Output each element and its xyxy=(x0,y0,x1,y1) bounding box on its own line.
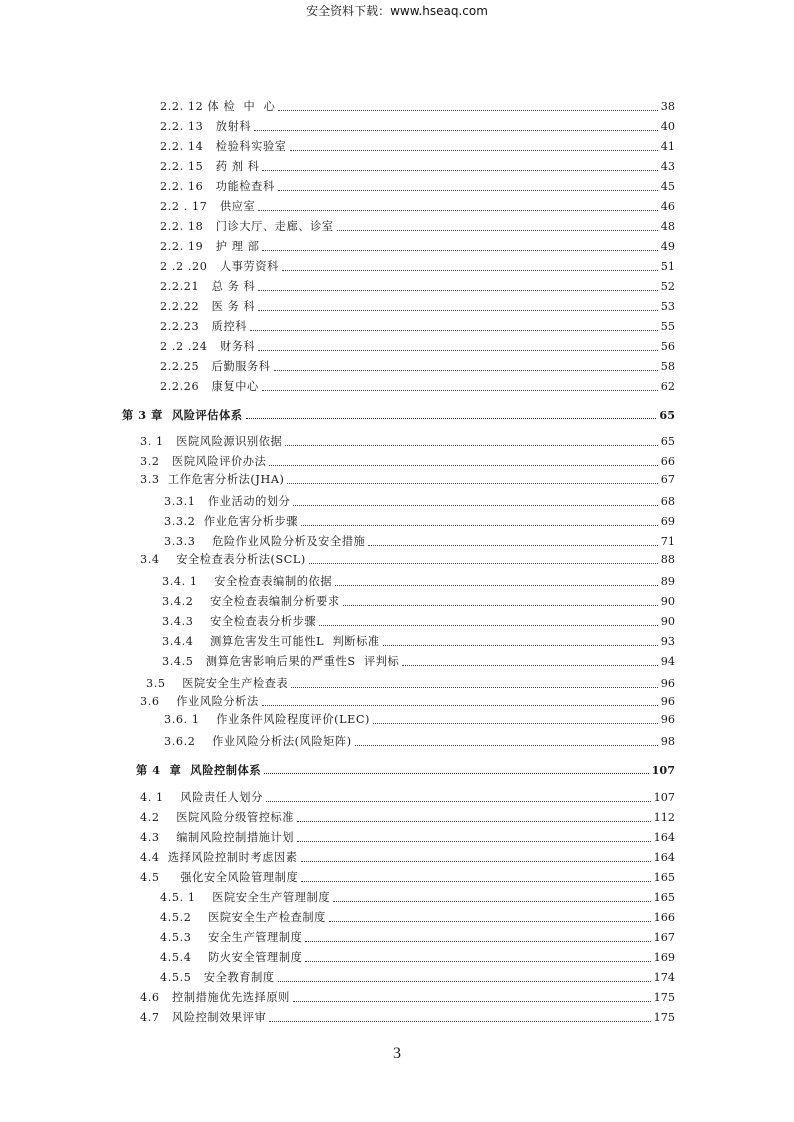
toc-leader-dots xyxy=(250,329,658,331)
toc-entry-label: 3.4.2 安全检查表编制分析要求 xyxy=(162,595,340,608)
toc-entry-label: 2.2. 18 门诊大厅、走廊、诊室 xyxy=(160,220,334,233)
toc-leader-dots xyxy=(287,482,657,484)
toc-leader-dots xyxy=(258,209,657,211)
toc-entry[interactable] xyxy=(162,611,675,629)
toc-entry-page: 96 xyxy=(660,695,675,708)
toc-entry-label: 3.4. 1 安全检查表编制的依据 xyxy=(162,575,333,588)
toc-entry-page: 175 xyxy=(653,1011,675,1024)
toc-leader-dots xyxy=(305,940,650,942)
toc-entry[interactable] xyxy=(162,631,675,649)
toc-entry-page: 164 xyxy=(653,851,675,864)
toc-entry-label: 2 .2 .20 人事劳资科 xyxy=(160,260,279,273)
page-number: 3 xyxy=(393,1045,401,1062)
toc-leader-dots xyxy=(258,309,657,311)
toc-leader-dots xyxy=(262,704,658,706)
toc-chapter-entry[interactable] xyxy=(136,759,675,777)
toc-leader-dots xyxy=(301,880,650,882)
toc-entry[interactable] xyxy=(160,236,675,254)
toc-leader-dots xyxy=(285,444,657,446)
toc-entry-page: 96 xyxy=(660,677,675,690)
toc-entry[interactable] xyxy=(160,376,675,394)
toc-leader-dots xyxy=(301,524,658,526)
toc-entry-page: 65 xyxy=(660,435,675,448)
toc-entry-page: 55 xyxy=(660,320,675,333)
toc-entry-label: 2.2.25 后勤服务科 xyxy=(160,360,271,373)
toc-entry-label: 2.2. 14 检验科实验室 xyxy=(160,140,287,153)
toc-entry[interactable] xyxy=(162,571,675,589)
toc-entry[interactable] xyxy=(160,176,675,194)
toc-entry[interactable] xyxy=(140,787,675,805)
toc-entry-label: 2.2 . 17 供应室 xyxy=(160,200,256,213)
toc-entry[interactable] xyxy=(164,491,675,509)
toc-entry-label: 第 4 章 风险控制体系 xyxy=(136,763,262,777)
toc-leader-dots xyxy=(333,900,651,902)
toc-entry[interactable] xyxy=(162,591,675,609)
toc-entry[interactable] xyxy=(160,967,675,985)
toc-entry[interactable] xyxy=(162,651,675,669)
toc-entry-page: 68 xyxy=(660,495,675,508)
toc-entry-page: 107 xyxy=(651,763,675,777)
toc-entry-page: 165 xyxy=(653,891,675,904)
toc-leader-dots xyxy=(291,686,657,688)
toc-leader-dots xyxy=(355,744,658,746)
toc-entry-label: 4.5.5 安全教育制度 xyxy=(160,971,275,984)
toc-entry-page: 38 xyxy=(660,100,675,113)
toc-entry-page: 96 xyxy=(660,713,675,726)
toc-entry-label: 第 3 章 风险评估体系 xyxy=(122,408,243,422)
toc-entry-label: 2.2.26 康复中心 xyxy=(160,380,259,393)
toc-leader-dots xyxy=(278,109,657,111)
toc-entry-label: 3.4.3 安全检查表分析步骤 xyxy=(162,615,317,628)
toc-entry-label: 3.6. 1 作业条件风险程度评价(LEC) xyxy=(164,713,371,726)
toc-entry[interactable] xyxy=(140,807,675,825)
toc-leader-dots xyxy=(258,289,657,291)
toc-entry-page: 43 xyxy=(660,160,675,173)
toc-entry-page: 67 xyxy=(660,473,675,486)
toc-leader-dots xyxy=(262,389,658,391)
toc-leader-dots xyxy=(309,562,658,564)
toc-entry-page: 94 xyxy=(660,655,675,668)
toc-leader-dots xyxy=(293,1000,651,1002)
toc-entry-label: 3.6.2 作业风险分析法(风险矩阵) xyxy=(164,735,352,748)
toc-entry-label: 2.2.23 质控科 xyxy=(160,320,248,333)
toc-entry-page: 41 xyxy=(660,140,675,153)
toc-entry[interactable] xyxy=(140,867,675,885)
toc-entry-label: 4.5 强化安全风险管理制度 xyxy=(140,871,299,884)
toc-leader-dots xyxy=(402,664,657,666)
toc-entry[interactable] xyxy=(160,296,675,314)
toc-entry[interactable] xyxy=(160,96,675,114)
toc-entry-page: 66 xyxy=(660,455,675,468)
toc-entry-label: 4.5.4 防火安全管理制度 xyxy=(160,951,303,964)
toc-entry-label: 3.4.4 测算危害发生可能性L 判断标准 xyxy=(162,635,380,648)
toc-entry[interactable] xyxy=(140,451,675,469)
toc-entry-page: 56 xyxy=(660,340,675,353)
toc-entry-label: 3.4.5 测算危害影响后果的严重性S 评判标 xyxy=(162,655,400,668)
toc-entry-label: 4.7 风险控制效果评审 xyxy=(140,1011,267,1024)
toc-entry-page: 49 xyxy=(660,240,675,253)
toc-entry-label: 2.2. 16 功能检查科 xyxy=(160,180,275,193)
toc-entry-label: 4.4 选择风险控制时考虑因素 xyxy=(140,851,298,864)
toc-entry-label: 4.6 控制措施优先选择原则 xyxy=(140,991,290,1004)
toc-entry[interactable] xyxy=(160,156,675,174)
toc-entry[interactable] xyxy=(160,356,675,374)
toc-entry-label: 3.3.2 作业危害分析步骤 xyxy=(164,515,299,528)
toc-leader-dots xyxy=(319,624,658,626)
toc-leader-dots xyxy=(368,544,657,546)
toc-entry[interactable] xyxy=(164,511,675,529)
toc-entry-page: 71 xyxy=(660,535,675,548)
toc-entry-page: 51 xyxy=(660,260,675,273)
toc-entry-label: 3.3 工作危害分析法(JHA) xyxy=(140,473,285,486)
toc-leader-dots xyxy=(246,417,657,419)
toc-entry-page: 98 xyxy=(660,735,675,748)
toc-entry-label: 2.2. 19 护 理 部 xyxy=(160,240,260,253)
toc-entry[interactable] xyxy=(140,987,675,1005)
toc-entry-page: 69 xyxy=(660,515,675,528)
toc-entry-page: 175 xyxy=(653,991,675,1004)
toc-leader-dots xyxy=(343,604,658,606)
toc-leader-dots xyxy=(266,800,651,802)
toc-entry[interactable] xyxy=(160,116,675,134)
toc-leader-dots xyxy=(269,464,657,466)
toc-leader-dots xyxy=(278,189,658,191)
toc-entry[interactable] xyxy=(164,709,675,727)
toc-entry[interactable] xyxy=(140,827,675,845)
toc-entry-label: 2.2. 13 放射科 xyxy=(160,120,252,133)
toc-leader-dots xyxy=(290,149,658,151)
toc-entry-label: 3.5 医院安全生产检查表 xyxy=(146,677,289,690)
toc-entry-page: 90 xyxy=(660,615,675,628)
toc-entry[interactable] xyxy=(160,316,675,334)
toc-entry-page: 62 xyxy=(660,380,675,393)
toc-entry-page: 112 xyxy=(653,811,675,824)
toc-entry-page: 93 xyxy=(660,635,675,648)
toc-entry-label: 2.2.21 总 务 科 xyxy=(160,280,256,293)
toc-entry[interactable] xyxy=(140,549,675,567)
toc-leader-dots xyxy=(278,980,651,982)
toc-entry-label: 4.3 编制风险控制措施计划 xyxy=(140,831,295,844)
toc-entry-label: 3.2 医院风险评价办法 xyxy=(140,455,267,468)
toc-entry[interactable] xyxy=(164,731,675,749)
toc-entry-label: 2.2. 15 药 剂 科 xyxy=(160,160,260,173)
toc-leader-dots xyxy=(262,169,657,171)
toc-entry[interactable] xyxy=(140,469,675,487)
toc-entry[interactable] xyxy=(160,276,675,294)
toc-leader-dots xyxy=(262,249,657,251)
toc-entry-label: 4.5.2 医院安全生产检查制度 xyxy=(160,911,326,924)
toc-leader-dots xyxy=(329,920,651,922)
toc-entry[interactable] xyxy=(146,673,675,691)
toc-entry[interactable] xyxy=(160,927,675,945)
toc-entry-page: 53 xyxy=(660,300,675,313)
toc-entry[interactable] xyxy=(160,216,675,234)
toc-entry-page: 165 xyxy=(653,871,675,884)
toc-entry-page: 169 xyxy=(653,951,675,964)
toc-entry[interactable] xyxy=(140,431,675,449)
toc-entry-page: 52 xyxy=(660,280,675,293)
toc-entry[interactable] xyxy=(140,1007,675,1025)
toc-entry[interactable] xyxy=(160,887,675,905)
toc-entry-page: 48 xyxy=(660,220,675,233)
toc-leader-dots xyxy=(293,504,657,506)
toc-entry-page: 65 xyxy=(659,408,675,422)
toc-entry[interactable] xyxy=(140,847,675,865)
toc-entry-label: 4. 1 风险责任人划分 xyxy=(140,791,263,804)
toc-entry-label: 3.6 作业风险分析法 xyxy=(140,695,259,708)
toc-entry-page: 40 xyxy=(660,120,675,133)
toc-entry-page: 88 xyxy=(660,553,675,566)
toc-leader-dots xyxy=(297,840,651,842)
toc-entry-label: 3. 1 医院风险源识别依据 xyxy=(140,435,283,448)
toc-entry-page: 58 xyxy=(660,360,675,373)
toc-entry-label: 2 .2 .24 财务科 xyxy=(160,340,256,353)
toc-entry[interactable] xyxy=(160,196,675,214)
toc-entry-page: 174 xyxy=(653,971,675,984)
toc-entry-label: 4.5.3 安全生产管理制度 xyxy=(160,931,303,944)
toc-leader-dots xyxy=(305,960,650,962)
toc-leader-dots xyxy=(264,772,648,774)
toc-entry-page: 166 xyxy=(653,911,675,924)
toc-leader-dots xyxy=(269,1020,650,1022)
toc-leader-dots xyxy=(335,584,658,586)
toc-entry[interactable] xyxy=(160,256,675,274)
toc-leader-dots xyxy=(373,722,658,724)
toc-entry-label: 4.2 医院风险分级管控标准 xyxy=(140,811,295,824)
toc-entry[interactable] xyxy=(160,947,675,965)
toc-entry-page: 89 xyxy=(660,575,675,588)
toc-entry-page: 45 xyxy=(660,180,675,193)
toc-entry-label: 2.2.22 医 务 科 xyxy=(160,300,256,313)
toc-entry-page: 167 xyxy=(653,931,675,944)
toc-entry-page: 164 xyxy=(653,831,675,844)
toc-entry-label: 3.3.1 作业活动的划分 xyxy=(164,495,291,508)
toc-entry-label: 3.3.3 危险作业风险分析及安全措施 xyxy=(164,535,366,548)
toc-entry[interactable] xyxy=(164,531,675,549)
toc-leader-dots xyxy=(301,860,651,862)
page-header: 安全资料下载：www.hseaq.com xyxy=(306,4,488,18)
toc-entry[interactable] xyxy=(160,336,675,354)
toc-entry-page: 46 xyxy=(660,200,675,213)
toc-entry-label: 3.4 安全检查表分析法(SCL) xyxy=(140,553,306,566)
toc-entry-page: 107 xyxy=(653,791,675,804)
toc-leader-dots xyxy=(337,229,658,231)
toc-entry-label: 4.5. 1 医院安全生产管理制度 xyxy=(160,891,331,904)
toc-leader-dots xyxy=(297,820,651,822)
toc-leader-dots xyxy=(274,369,658,371)
toc-leader-dots xyxy=(254,129,658,131)
toc-entry[interactable] xyxy=(140,691,675,709)
toc-entry-label: 2.2. 12 体 检 中 心 xyxy=(160,100,276,113)
toc-chapter-entry[interactable] xyxy=(122,404,675,422)
toc-entry-page: 90 xyxy=(660,595,675,608)
toc-leader-dots xyxy=(383,644,658,646)
toc-entry[interactable] xyxy=(160,907,675,925)
toc-leader-dots xyxy=(282,269,658,271)
toc-entry[interactable] xyxy=(160,136,675,154)
toc-leader-dots xyxy=(258,349,657,351)
